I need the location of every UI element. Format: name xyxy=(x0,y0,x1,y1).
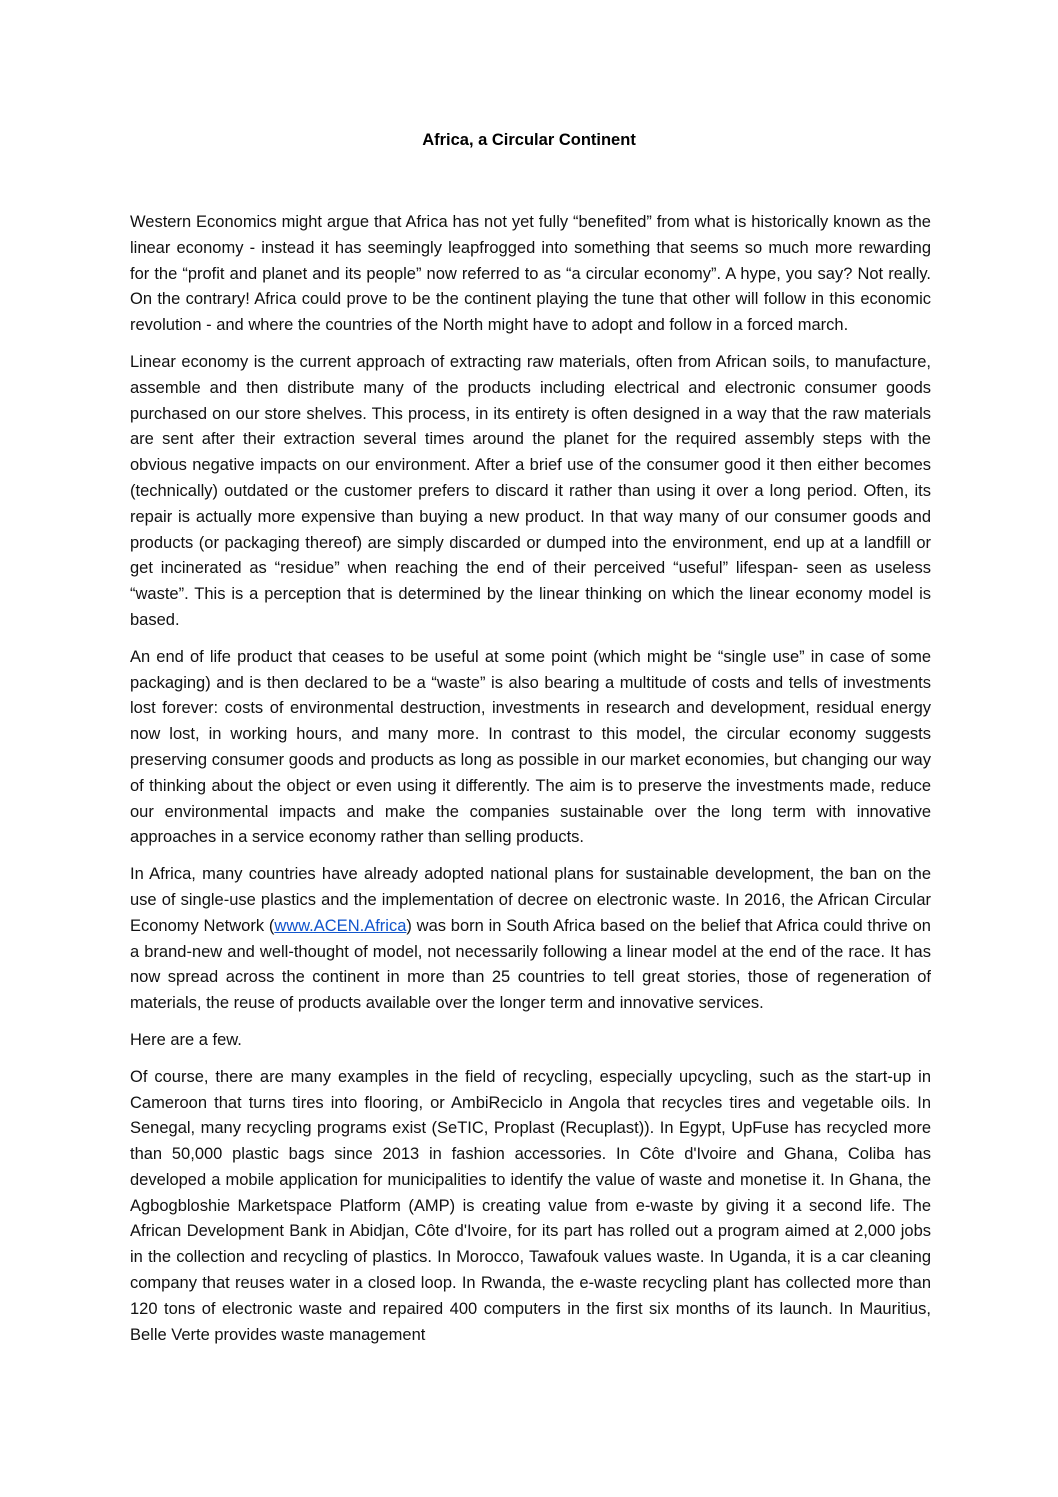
paragraph-4-text-end: ) was born in South Africa based on the belief that Africa could thrive on a brand-new and well-thought of model, not necessarily following a linear model at the end of the race. It has now spread across the continent in more than 25 countries to tell great stories, those of regeneration of materials, the reuse of products available over the longer term and innovative services. xyxy=(130,916,931,1013)
paragraph-4-text-start: In Africa, many countries have already adopted national plans for sustainable development, the ban on the use of single-use plastics and the implementation of decree on electronic waste. In 2016, the African Circular Economy Network ( xyxy=(130,865,931,935)
document-title: Africa, a Circular Continent xyxy=(422,131,636,149)
paragraph-6: Of course, there are many examples in the field of recycling, especially upcycling, such as the start-up in Cameroon that turns tires into flooring, or AmbiReciclo in Angola that recycles tires and vegetable oils. In Senegal, many recycling programs exist (SeTIC, Proplast (Recuplast)). In Egypt, UpFuse has recycled more than 50,000 plastic bags since 2013 in fashion accessories. In Côte d'Ivoire and Ghana, Coliba has developed a mobile application for municipalities to identify the value of waste and monetise it. In Ghana, the Agbogbloshie Marketspace Platform (AMP) is creating value from e-waste by giving it a second life. The African Development Bank in Abidjan, Côte d'Ivoire, for its part has rolled out a program aimed at 2,000 jobs in the collection and recycling of plastics. In Morocco, Tawafouk values waste. In Uganda, it is a car cleaning company that reuses water in a closed loop. In Rwanda, the e-waste recycling plant has collected more than 120 tons of electronic waste and repaired 400 computers in the first six months of its launch. In Mauritius, Belle Verte provides waste management xyxy=(130,1067,931,1344)
document-body xyxy=(130,210,931,1359)
paragraph-1: Western Economics might argue that Africa has not yet fully “benefited” from what is historically known as the linear economy - instead it has seemingly leapfrogged into something that seems so much more rewarding for the “profit and planet and its people” now referred to as “a circular economy”. A hype, you say? Not really. On the contrary! Africa could prove to be the continent playing the tune that other will follow in this economic revolution - and where the countries of the North might have to adopt and follow in a forced march. xyxy=(130,213,931,335)
paragraph-2: Linear economy is the current approach of extracting raw materials, often from African soils, to manufacture, assemble and then distribute many of the products including electrical and electronic consumer goods purchased on our store shelves. This process, in its entirety is often designed in a way that the raw materials are sent after their extraction several times around the planet for the required assembly steps with the obvious negative impacts on our environment. After a brief use of the consumer good it then either becomes (technically) outdated or the customer prefers to discard it rather than using it over a long period. Often, its repair is actually more expensive than buying a new product. In that way many of our consumer goods and products (or packaging thereof) are simply discarded or dumped into the environment, end up at a landfill or get incinerated as “residue” when reaching the end of their perceived “useful” lifespan- seen as useless “waste”. This is a perception that is determined by the linear thinking on which the linear economy model is based. xyxy=(130,352,931,629)
paragraph-5: Here are a few. xyxy=(130,1030,242,1049)
paragraph-3: An end of life product that ceases to be useful at some point (which might be “single use” in case of some packaging) and is then declared to be a “waste” is also bearing a multitude of costs and tells of investments lost forever: costs of environmental destruction, investments in research and development, residual energy now lost, in working hours, and many more. In contrast to this model, the circular economy suggests preserving consumer goods and products as long as possible in our market economies, but changing our way of thinking about the object or even using it differently. The aim is to preserve the investments made, reduce our environmental impacts and make the companies sustainable over the long term with innovative approaches in a service economy rather than selling products. xyxy=(130,647,931,847)
acen-link[interactable]: www.ACEN.Africa xyxy=(274,916,407,935)
paragraph-4 xyxy=(130,862,931,1017)
